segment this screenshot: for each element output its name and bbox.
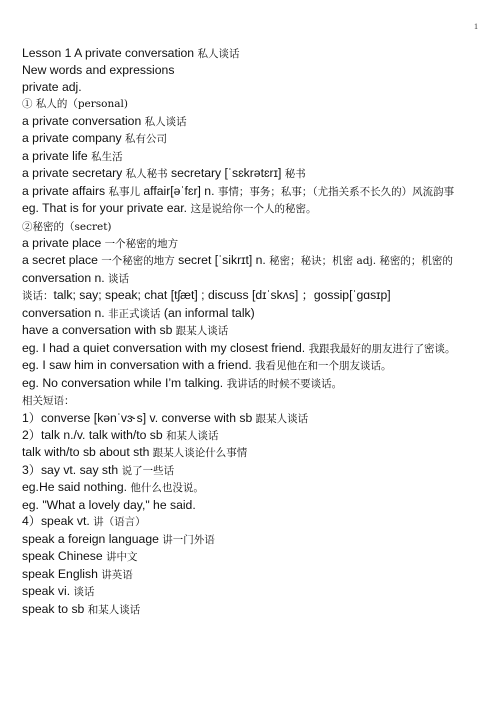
english-text: a private life [22, 148, 92, 163]
english-text: secret [ˈsikrɪt] n. [174, 253, 270, 268]
chinese-text: 谈话： [22, 290, 54, 303]
chinese-text: 讲（语言） [93, 516, 146, 529]
english-text: 3）say vt. say sth [22, 462, 122, 477]
english-text: Lesson 1 A private conversation [22, 46, 198, 60]
text-line [22, 566, 478, 583]
english-text: a private conversation [22, 113, 145, 128]
text-line [22, 322, 478, 339]
english-text: a private affairs [22, 183, 109, 198]
chinese-text: 和某人谈话 [87, 603, 141, 616]
english-text: a private company [22, 131, 125, 146]
text-line [22, 113, 478, 130]
english-text: speak vi. [22, 584, 74, 599]
chinese-text: 私事儿 [108, 185, 140, 198]
chinese-text: 秘密；秘诀；机密 adj. 秘密的；机密的 [269, 255, 453, 268]
english-text: eg.He said nothing. [22, 480, 131, 495]
chinese-text: 讲英语 [101, 568, 133, 581]
text-line [22, 513, 478, 530]
text-line [22, 235, 478, 252]
text-line [22, 252, 478, 269]
chinese-text: 我看见他在和一个朋友谈话。 [255, 360, 392, 373]
chinese-text: 说了一些话 [121, 464, 175, 477]
english-text: (an informal talk) [160, 305, 255, 320]
english-text: conversation n. [22, 305, 109, 320]
text-line [22, 79, 478, 95]
text-line [22, 462, 478, 479]
english-text: eg. That is for your private ear. [22, 201, 191, 216]
text-line [22, 479, 478, 496]
text-line [22, 62, 478, 78]
chinese-text: ① 私人的（personal) [22, 98, 128, 111]
english-text: speak English [22, 566, 102, 581]
chinese-text: 事情；事务；私事；（尤指关系不长久的）风流韵事 [217, 185, 455, 198]
english-text: speak Chinese [22, 549, 107, 564]
english-text: speak to sb [22, 601, 88, 616]
chinese-text: 他什么也没说。 [130, 482, 204, 495]
chinese-text: 非正式谈话 [108, 307, 161, 320]
text-line [22, 583, 478, 600]
english-text: eg. "What a lovely day," he said. [22, 497, 196, 512]
text-line [22, 357, 478, 374]
chinese-text: 谈话 [73, 586, 95, 599]
text-line [22, 531, 478, 548]
chinese-text: 讲中文 [106, 551, 138, 564]
text-line [22, 95, 478, 112]
chinese-text: 私人谈话 [144, 115, 187, 128]
english-text: 2）talk n./v. talk with/to sb [22, 427, 167, 442]
chinese-text: 相关短语： [22, 395, 75, 408]
page-number: 1 [474, 22, 478, 31]
english-text: eg. I had a quiet conversation with my closest friend. [22, 340, 309, 355]
text-line [22, 375, 478, 392]
english-text: a private secretary [22, 166, 126, 181]
lesson-notes [22, 45, 478, 618]
text-line [22, 183, 478, 200]
chinese-text: 讲一门外语 [162, 533, 215, 546]
chinese-text: 一个秘密的地方 [104, 237, 179, 250]
english-text: eg. I saw him in conversation with a friend. [22, 358, 256, 373]
chinese-text: 我跟我最好的朋友进行了密谈。 [308, 342, 456, 355]
text-line [22, 130, 478, 147]
text-line [22, 148, 478, 165]
text-line [22, 287, 478, 304]
chinese-text: 私生活 [91, 150, 123, 163]
chinese-text: 私人谈话 [197, 48, 240, 60]
english-text: private adj. [22, 79, 82, 94]
chinese-text: ②秘密的（secret) [22, 220, 112, 233]
english-text: secretary [ˈsɛkrətɛrɪ] [167, 166, 285, 181]
english-text: 4）speak vt. [22, 514, 94, 529]
english-text: talk; say; speak; chat [tʃæt] ; discuss [dɪˈskʌs] ；gossip[ˈɡɑsɪp] [53, 288, 391, 303]
text-line [22, 200, 478, 217]
english-text: talk with/to sb about sth [22, 445, 153, 460]
chinese-text: 我讲话的时候不要谈话。 [226, 377, 343, 390]
text-line [22, 497, 478, 513]
chinese-text: 跟某人谈论什么事情 [152, 447, 248, 460]
chinese-text: 这是说给你一个人的秘密。 [190, 203, 317, 216]
text-line [22, 218, 478, 235]
english-text: have a conversation with sb [22, 323, 176, 338]
chinese-text: 跟某人谈话 [255, 412, 309, 425]
text-line [22, 444, 478, 461]
chinese-text: 秘书 [284, 168, 306, 181]
chinese-text: 私有公司 [124, 133, 167, 146]
text-line [22, 340, 478, 357]
text-line [22, 305, 478, 322]
english-text: 1）converse [kənˈvɜ˞s] v. converse with sb [22, 410, 256, 425]
english-text: affair[əˈfɛr] n. [140, 183, 218, 198]
chinese-text: 一个秘密的地方 [101, 255, 175, 268]
chinese-text: 私人秘书 [125, 168, 168, 181]
english-text: speak a foreign language [22, 531, 163, 546]
text-line [22, 410, 478, 427]
chinese-text: 跟某人谈话 [175, 325, 229, 338]
text-line [22, 270, 478, 287]
english-text: conversation n. [22, 270, 109, 285]
text-line [22, 601, 478, 618]
english-text: eg. No conversation while I’m talking. [22, 375, 227, 390]
text-line [22, 45, 478, 62]
english-text: a private place [22, 235, 105, 250]
english-text: New words and expressions [22, 63, 175, 78]
text-line [22, 548, 478, 565]
chinese-text: 谈话 [108, 272, 130, 285]
english-text: a secret place [22, 253, 102, 268]
text-line [22, 392, 478, 409]
text-line [22, 427, 478, 444]
chinese-text: 和某人谈话 [166, 429, 219, 442]
text-line [22, 165, 478, 182]
